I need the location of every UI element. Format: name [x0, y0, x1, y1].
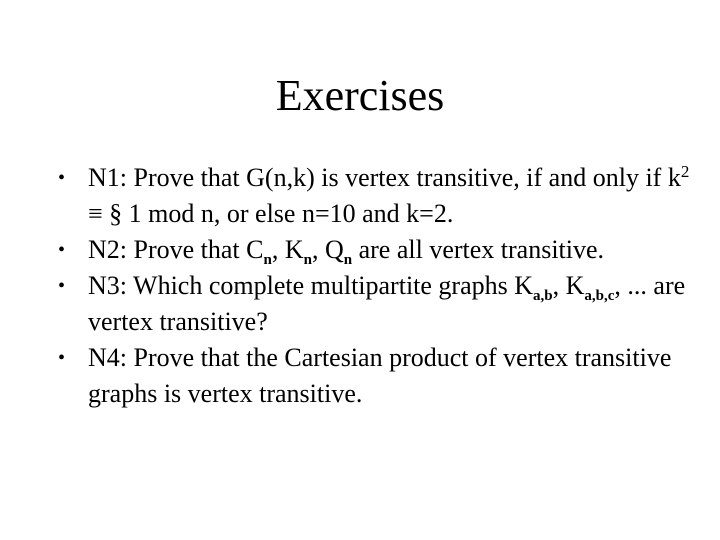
n1-text-start: N1: Prove that G(n,k) is vertex transitive, if and only if k [88, 163, 681, 192]
n2-text-a: N2: Prove that C [88, 235, 264, 264]
n1-text-end: ≡ § 1 mod n, or else n=10 and k=2. [88, 199, 454, 228]
bullet-item-n2 [58, 232, 698, 268]
bullet-icon: • [58, 275, 66, 297]
slide-title: Exercises [275, 71, 445, 120]
bullet-icon: • [58, 239, 66, 261]
bullet-icon: • [58, 347, 66, 369]
bullet-icon: • [58, 167, 66, 189]
n2-subscript-q: n [343, 252, 353, 268]
n2-subscript-c: n [263, 252, 272, 268]
bullet-item-n3 [58, 268, 698, 340]
n3-text-b: , K [552, 271, 585, 300]
n3-text-a: N3: Which complete multipartite graphs K [88, 271, 534, 300]
bullet-item-n4 [58, 340, 698, 412]
n2-text-c: , Q [311, 235, 344, 264]
n2-subscript-k: n [303, 252, 312, 268]
n3-subscript-ab: a,b [533, 288, 553, 304]
n3-subscript-abc: a,b,c [584, 288, 615, 304]
n4-text: N4: Prove that the Cartesian product of vertex transitive graphs is vertex transitive. [88, 343, 672, 408]
bullet-item-n1 [58, 160, 698, 232]
n3-text-c: , ... are vertex transitive? [88, 271, 686, 336]
n2-text-d: are all vertex transitive. [352, 235, 605, 264]
bullet-list [58, 160, 698, 412]
n2-text-b: , K [271, 235, 304, 264]
n1-exponent: 2 [680, 162, 690, 181]
